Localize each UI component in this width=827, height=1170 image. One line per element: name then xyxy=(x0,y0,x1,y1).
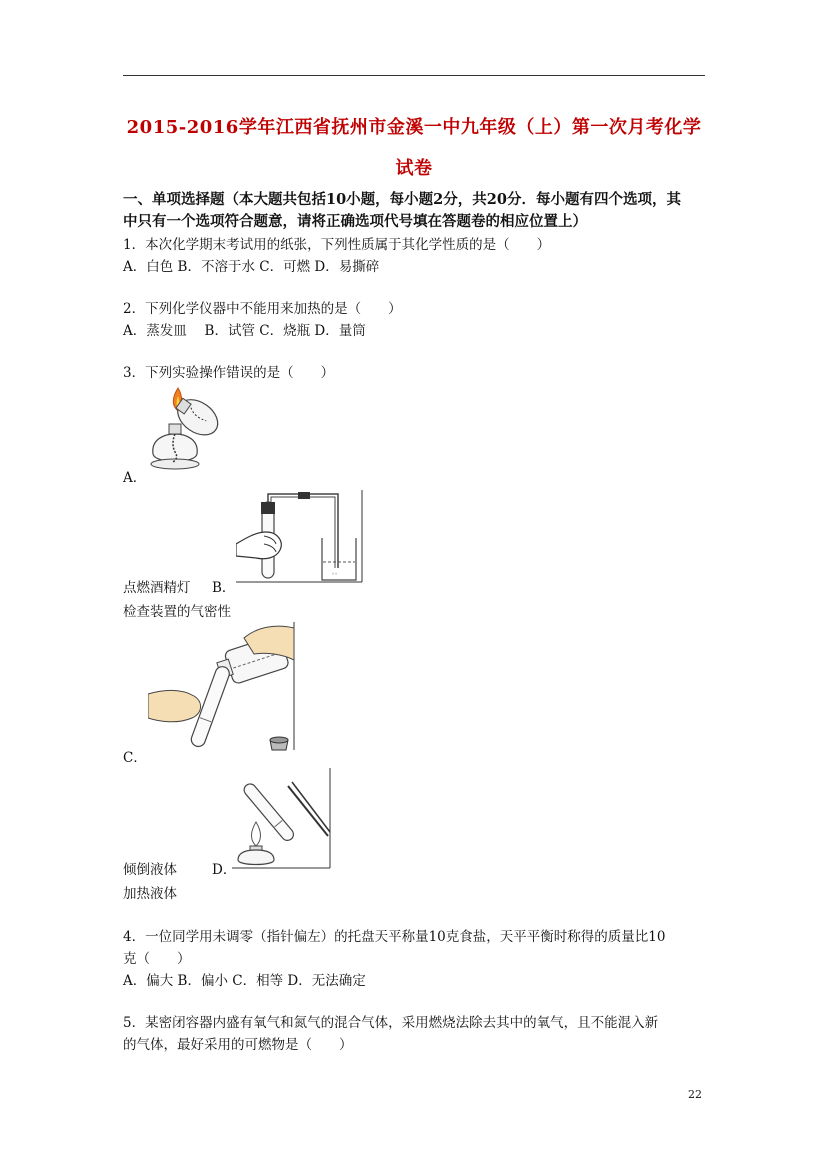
option-b-label: B． xyxy=(212,580,236,596)
figure-d-heating-liquid-image xyxy=(232,766,332,870)
svg-text:。。: 。。 xyxy=(332,569,342,576)
figure-a-alcohol-lamp-image xyxy=(145,384,227,474)
option-c-label: C． xyxy=(123,750,147,766)
figure-c-pouring-liquid-image xyxy=(148,620,296,752)
question-4-stem-line1: 4．一位同学用未调零（指针偏左）的托盘天平称量10克食盐，天平平衡时称得的质量比10 xyxy=(123,929,666,945)
section-heading-line2: 中只有一个选项符合题意，请将正确选项代号填在答题卷的相应位置上） xyxy=(123,213,587,230)
option-c-caption: 倾倒液体 xyxy=(123,862,177,878)
question-2-options: A．蒸发皿 B．试管 C．烧瓶 D．量筒 xyxy=(123,323,366,339)
question-1-stem: 1．本次化学期末考试用的纸张，下列性质属于其化学性质的是（ ） xyxy=(123,237,551,253)
question-4-stem-line2: 克（ ） xyxy=(123,951,191,967)
page-number: 22 xyxy=(688,1088,702,1101)
figure-b-airtightness-image xyxy=(236,488,364,584)
header-rule xyxy=(123,75,705,76)
question-3-stem: 3．下列实验操作错误的是（ ） xyxy=(123,365,335,381)
question-4-options: A．偏大 B．偏小 C．相等 D．无法确定 xyxy=(123,973,366,989)
question-5-stem-line1: 5．某密闭容器内盛有氧气和氮气的混合气体，采用燃烧法除去其中的氧气，且不能混入新 xyxy=(123,1015,659,1031)
question-1-options: A．白色 B．不溶于水 C．可燃 D．易撕碎 xyxy=(123,259,380,275)
exam-title-line1: 2015-2016学年江西省抚州市金溪一中九年级（上）第一次月考化学 xyxy=(126,117,702,138)
section-heading-line1: 一、单项选择题（本大题共包括10小题，每小题2分，共20分．每小题有四个选项，其 xyxy=(123,191,681,208)
option-a-caption: 点燃酒精灯 xyxy=(123,580,191,596)
question-2-stem: 2．下列化学仪器中不能用来加热的是（ ） xyxy=(123,301,402,317)
question-5-stem-line2: 的气体，最好采用的可燃物是（ ） xyxy=(123,1037,353,1053)
option-d-caption: 加热液体 xyxy=(123,886,177,902)
option-d-label: D． xyxy=(212,862,237,878)
option-b-caption: 检查装置的气密性 xyxy=(123,604,231,620)
exam-title-line2: 试卷 xyxy=(395,158,433,179)
option-a-label: A． xyxy=(123,470,147,486)
